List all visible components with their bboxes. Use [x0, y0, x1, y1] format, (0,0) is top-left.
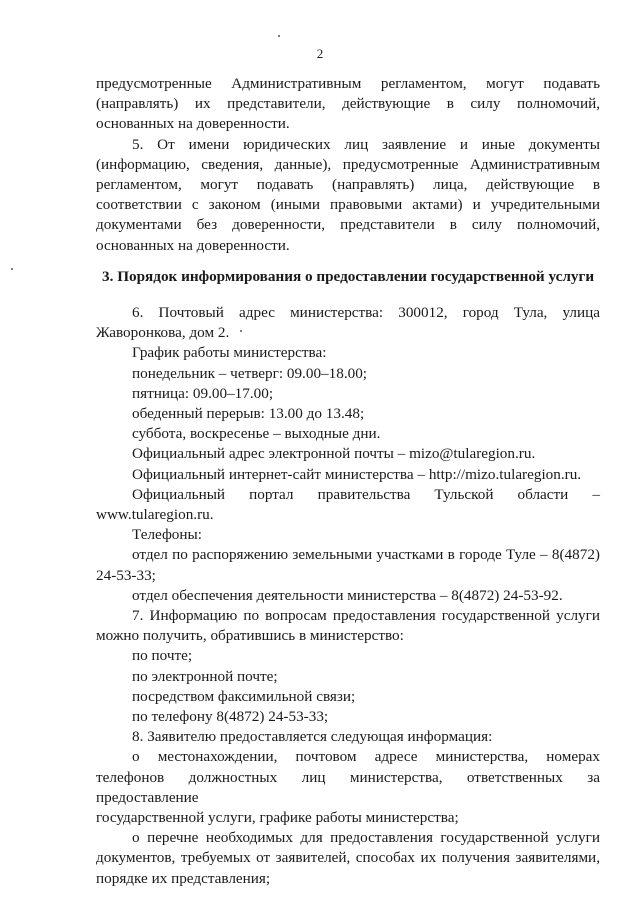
text-line: предусмотренные Административным регламентом, могут подавать: [96, 75, 600, 92]
text-line: по электронной почте;: [132, 667, 278, 685]
text-line: Официальный портал правительства Тульской области –: [132, 485, 600, 503]
text-line: основанных на доверенности.: [96, 236, 290, 254]
text-line: Жаворонкова, дом 2.: [96, 324, 230, 342]
text-line: (информацию, сведения, данные), предусмотренные Административным: [96, 155, 600, 173]
text-line: www.tularegion.ru.: [96, 506, 214, 524]
scan-speck: [240, 330, 242, 332]
text-line: документами без доверенности, представители в силу полномочий,: [96, 216, 600, 234]
text-line: Официальный адрес электронной почты – mizo@tularegion.ru.: [132, 445, 536, 463]
section-heading: 3. Порядок информирования о предоставлении государственной услуги: [102, 268, 595, 285]
text-line: посредством факсимильной связи;: [132, 687, 356, 705]
text-line: (направлять) их представители, действующие в силу полномочий,: [96, 95, 600, 113]
text-line: порядке их представления;: [96, 869, 271, 887]
top-block: [96, 74, 600, 256]
text-line: по почте;: [132, 647, 193, 665]
text-line: пятница: 09.00–17.00;: [132, 384, 274, 402]
scan-speck: [278, 35, 280, 37]
text-line: Телефоны:: [132, 526, 202, 544]
text-line: 24-53-33;: [96, 566, 156, 584]
text-line: суббота, воскресенье – выходные дни.: [132, 425, 381, 443]
text-line: отдел по распоряжению земельными участками в городе Туле – 8(4872): [132, 546, 600, 564]
text-line: можно получить, обратившись в министерство:: [96, 627, 404, 645]
text-line: документов, требуемых от заявителей, способах их получения заявителями,: [96, 849, 600, 867]
text-line: регламентом, могут подавать (направлять) лица, действующие в: [96, 176, 600, 194]
text-line: 8. Заявителю предоставляется следующая информация:: [132, 728, 493, 746]
text-line: 7. Информацию по вопросам предоставления государственной услуги: [132, 607, 600, 625]
text-line: отдел обеспечения деятельности министерства – 8(4872) 24-53-92.: [132, 586, 563, 604]
page-number: 2: [316, 46, 324, 61]
text-line: о перечне необходимых для предоставления государственной услуги: [132, 829, 600, 847]
text-line: телефонов должностных лиц министерства, ответственных за предоставление: [96, 768, 600, 806]
text-line: Официальный интернет-сайт министерства – http://mizo.tularegion.ru.: [132, 465, 582, 483]
text-line: соответствии с законом (иными правовыми актами) и учредительными: [96, 196, 600, 214]
text-line: по телефону 8(4872) 24-53-33;: [132, 708, 329, 726]
text-line: График работы министерства:: [132, 344, 327, 362]
text-line: обеденный перерыв: 13.00 до 13.48;: [132, 405, 365, 423]
section-body: [96, 303, 600, 889]
text-line: государственной услуги, графике работы министерства;: [96, 809, 459, 827]
text-line: 6. Почтовый адрес министерства: 300012, город Тула, улица: [132, 304, 600, 321]
text-line: 5. От имени юридических лиц заявление и иные документы: [132, 135, 600, 153]
text-line: о местонахождении, почтовом адресе министерства, номерах: [132, 748, 600, 766]
text-line: основанных на доверенности.: [96, 115, 290, 133]
scan-speck: [11, 268, 13, 270]
text-line: понедельник – четверг: 09.00–18.00;: [132, 364, 368, 382]
